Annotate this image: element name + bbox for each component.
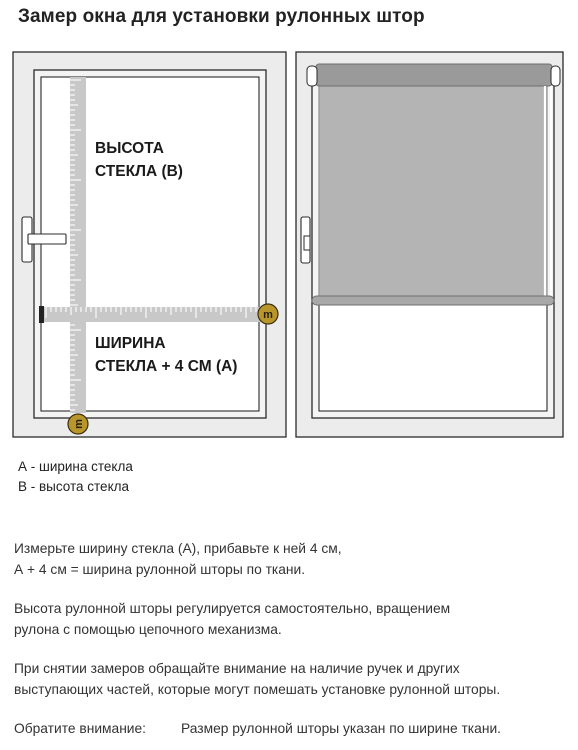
left-window (13, 52, 286, 437)
legend (18, 457, 133, 497)
width-label-line2: СТЕКЛА + 4 СМ (А) (95, 358, 238, 375)
instruction-paragraph-2 (14, 598, 450, 640)
attention-note (14, 718, 501, 739)
instruction-p2-line2: рулона с помощью цепочного механизма. (14, 622, 282, 637)
right-window (296, 52, 563, 437)
instruction-p3-line2: выступающих частей, которые могут помешать установке рулонной шторы. (14, 682, 501, 697)
roller-blind-bottom-bar (312, 296, 554, 305)
svg-text:m: m (263, 309, 273, 321)
right-window-handle (301, 217, 310, 263)
height-label (95, 137, 183, 183)
instruction-p1-line1: Измерьте ширину стекла (А), прибавьте к ней 4 см, (14, 541, 342, 556)
attention-note-label: Обратите внимание: (14, 721, 147, 736)
height-tape-measure (70, 77, 86, 413)
instruction-p1-line2: А + 4 см = ширина рулонной шторы по ткани. (14, 562, 306, 577)
instruction-p2-line1: Высота рулонной шторы регулируется самостоятельно, вращением (14, 601, 451, 616)
page-title: Замер окна для установки рулонных штор (18, 6, 425, 27)
width-tape-badge (258, 304, 278, 324)
width-label-line1: ШИРИНА (95, 335, 166, 352)
height-label-line1: ВЫСОТА (95, 140, 164, 157)
height-tape-badge (68, 414, 88, 434)
width-tape-measure (39, 306, 263, 323)
height-label-line2: СТЕКЛА (В) (95, 163, 183, 180)
roller-blind-cassette (307, 64, 560, 86)
instruction-p3-line1: При снятии замеров обращайте внимание на наличие ручек и других (14, 661, 460, 676)
roller-blind-fabric (319, 82, 547, 299)
svg-text:m: m (73, 419, 85, 429)
legend-a: А - ширина стекла (18, 459, 133, 474)
instruction-paragraph-3 (14, 658, 500, 700)
attention-note-text: Размер рулонной шторы указан по ширине ткани. (181, 721, 501, 736)
legend-b: В - высота стекла (18, 479, 130, 494)
width-label (95, 332, 237, 378)
instruction-paragraph-1 (14, 538, 342, 580)
